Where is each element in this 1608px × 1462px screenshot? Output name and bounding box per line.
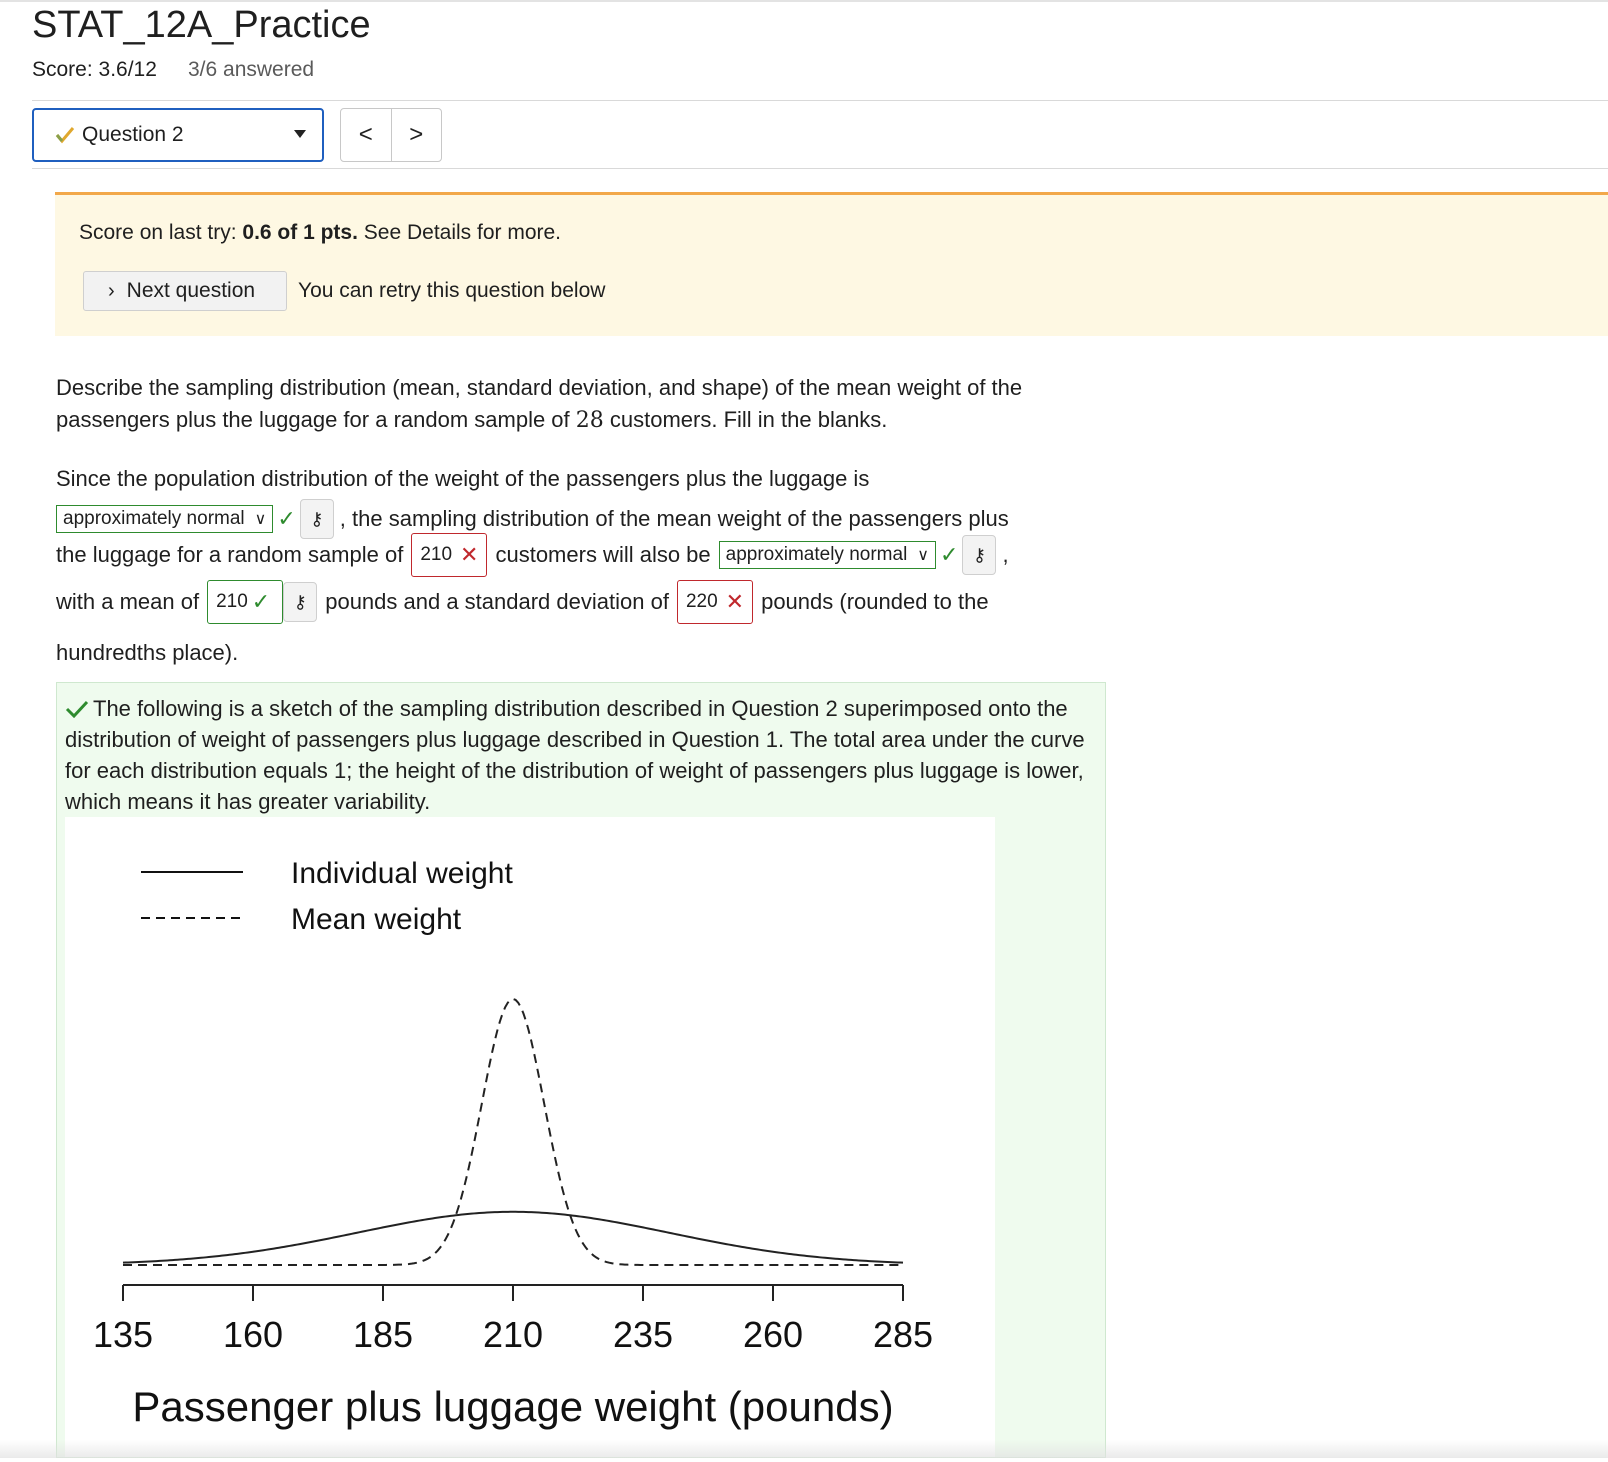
bottom-fade	[0, 1440, 1608, 1458]
correct-check-icon: ✓	[251, 589, 271, 614]
sentence-text: pounds and a standard deviation of	[325, 589, 669, 614]
sentence-text: with a mean of	[56, 589, 200, 614]
score-banner	[55, 192, 1608, 336]
x-tick-label: 160	[222, 1314, 284, 1355]
x-tick-label: 185	[352, 1314, 414, 1355]
feedback-body: The following is a sketch of the sampling distribution described in Question 2 superimposed onto the distribution of weight of passengers plus luggage described in Question 1. The total area under the curve for each distribution equals 1; the height of the distribution of weight of passengers plus luggage is lower, which means it has greater variability.	[65, 696, 1085, 814]
chart-svg	[65, 817, 995, 1457]
next-question-button[interactable]	[83, 271, 287, 311]
sentence-line-1	[56, 466, 869, 492]
sentence-text: ,	[1002, 542, 1009, 567]
next-question-label: Next question	[126, 279, 256, 302]
input-value: 210	[420, 544, 453, 565]
input-value: 220	[685, 591, 718, 612]
sentence-line-4	[56, 580, 989, 624]
intro-text: passengers plus the luggage for a random sample of	[56, 407, 576, 432]
intro-line-1: Describe the sampling distribution (mean, standard deviation, and shape) of the mean weight of the	[56, 375, 1023, 400]
divider	[32, 100, 1608, 101]
partial-check-icon	[54, 124, 76, 146]
x-axis-label: Passenger plus luggage weight (pounds)	[132, 1383, 894, 1430]
answered-count: 3/6 answered	[188, 58, 315, 81]
x-tick-label: 260	[742, 1314, 804, 1355]
chevron-right-icon: ›	[108, 279, 115, 302]
x-tick-label: 135	[92, 1314, 154, 1355]
score-text: Score: 3.6/12	[32, 58, 157, 81]
correct-check-icon: ✓	[940, 542, 959, 567]
last-try-score	[79, 221, 561, 245]
incorrect-x-icon: ✕	[725, 589, 745, 614]
score-prefix: Score on last try:	[79, 221, 243, 244]
feedback-text	[65, 693, 1085, 817]
chevron-down-icon: ∨	[254, 511, 267, 528]
key-icon[interactable]: ⚷	[962, 535, 996, 575]
score-value: 0.6 of 1 pts.	[242, 221, 358, 244]
question-nav	[340, 108, 442, 162]
sampling-shape-dropdown[interactable]	[719, 541, 936, 569]
sentence-text: hundredths place).	[56, 640, 239, 665]
chevron-down-icon	[294, 130, 306, 138]
sentence-text: Since the population distribution of the weight of the passengers plus the luggage is	[56, 466, 870, 491]
incorrect-x-icon: ✕	[460, 542, 479, 567]
score-suffix: See Details for more.	[357, 221, 562, 244]
key-icon[interactable]: ⚷	[283, 582, 317, 622]
legend-label: Individual weight	[291, 857, 513, 890]
curve-dashed	[123, 999, 903, 1265]
question-select[interactable]	[32, 108, 324, 162]
input-value: 210	[216, 591, 248, 612]
divider	[32, 168, 1608, 169]
assignment-title: STAT_12A_Practice	[32, 4, 371, 46]
question-select-label: Question 2	[82, 123, 184, 146]
sample-size: 28	[575, 408, 604, 433]
intro-line-2	[56, 404, 1022, 437]
sentence-text: pounds (rounded to the	[761, 589, 989, 614]
correct-check-icon: ✓	[277, 506, 296, 531]
sd-input[interactable]	[677, 580, 753, 624]
next-question-arrow-button[interactable]: >	[409, 121, 424, 148]
sample-size-input[interactable]	[411, 533, 487, 577]
sentence-text: the luggage for a random sample of	[56, 542, 404, 567]
curve-solid	[123, 1212, 903, 1263]
x-tick-label: 210	[482, 1314, 544, 1355]
legend-label: Mean weight	[291, 903, 462, 936]
x-tick-label: 235	[612, 1314, 674, 1355]
check-icon	[65, 700, 89, 718]
distribution-chart	[65, 817, 995, 1457]
sentence-text: customers will also be	[495, 542, 711, 567]
dropdown-value: approximately normal	[63, 508, 245, 529]
x-tick-label: 285	[872, 1314, 934, 1355]
key-icon[interactable]: ⚷	[300, 499, 334, 539]
sentence-line-3	[56, 533, 1009, 577]
question-intro	[56, 372, 1022, 437]
retry-text: You can retry this question below	[298, 279, 606, 302]
population-shape-dropdown[interactable]	[56, 505, 273, 533]
sentence-text: , the sampling distribution of the mean weight of the passengers plus	[339, 506, 1009, 531]
top-divider	[0, 0, 1608, 2]
intro-text: customers. Fill in the blanks.	[603, 407, 888, 432]
mean-input[interactable]	[207, 580, 283, 624]
chevron-down-icon: ∨	[917, 547, 930, 564]
prev-question-button[interactable]: <	[341, 109, 392, 161]
feedback-panel	[56, 682, 1106, 1458]
sentence-line-5	[56, 640, 238, 666]
dropdown-value: approximately normal	[725, 544, 908, 565]
